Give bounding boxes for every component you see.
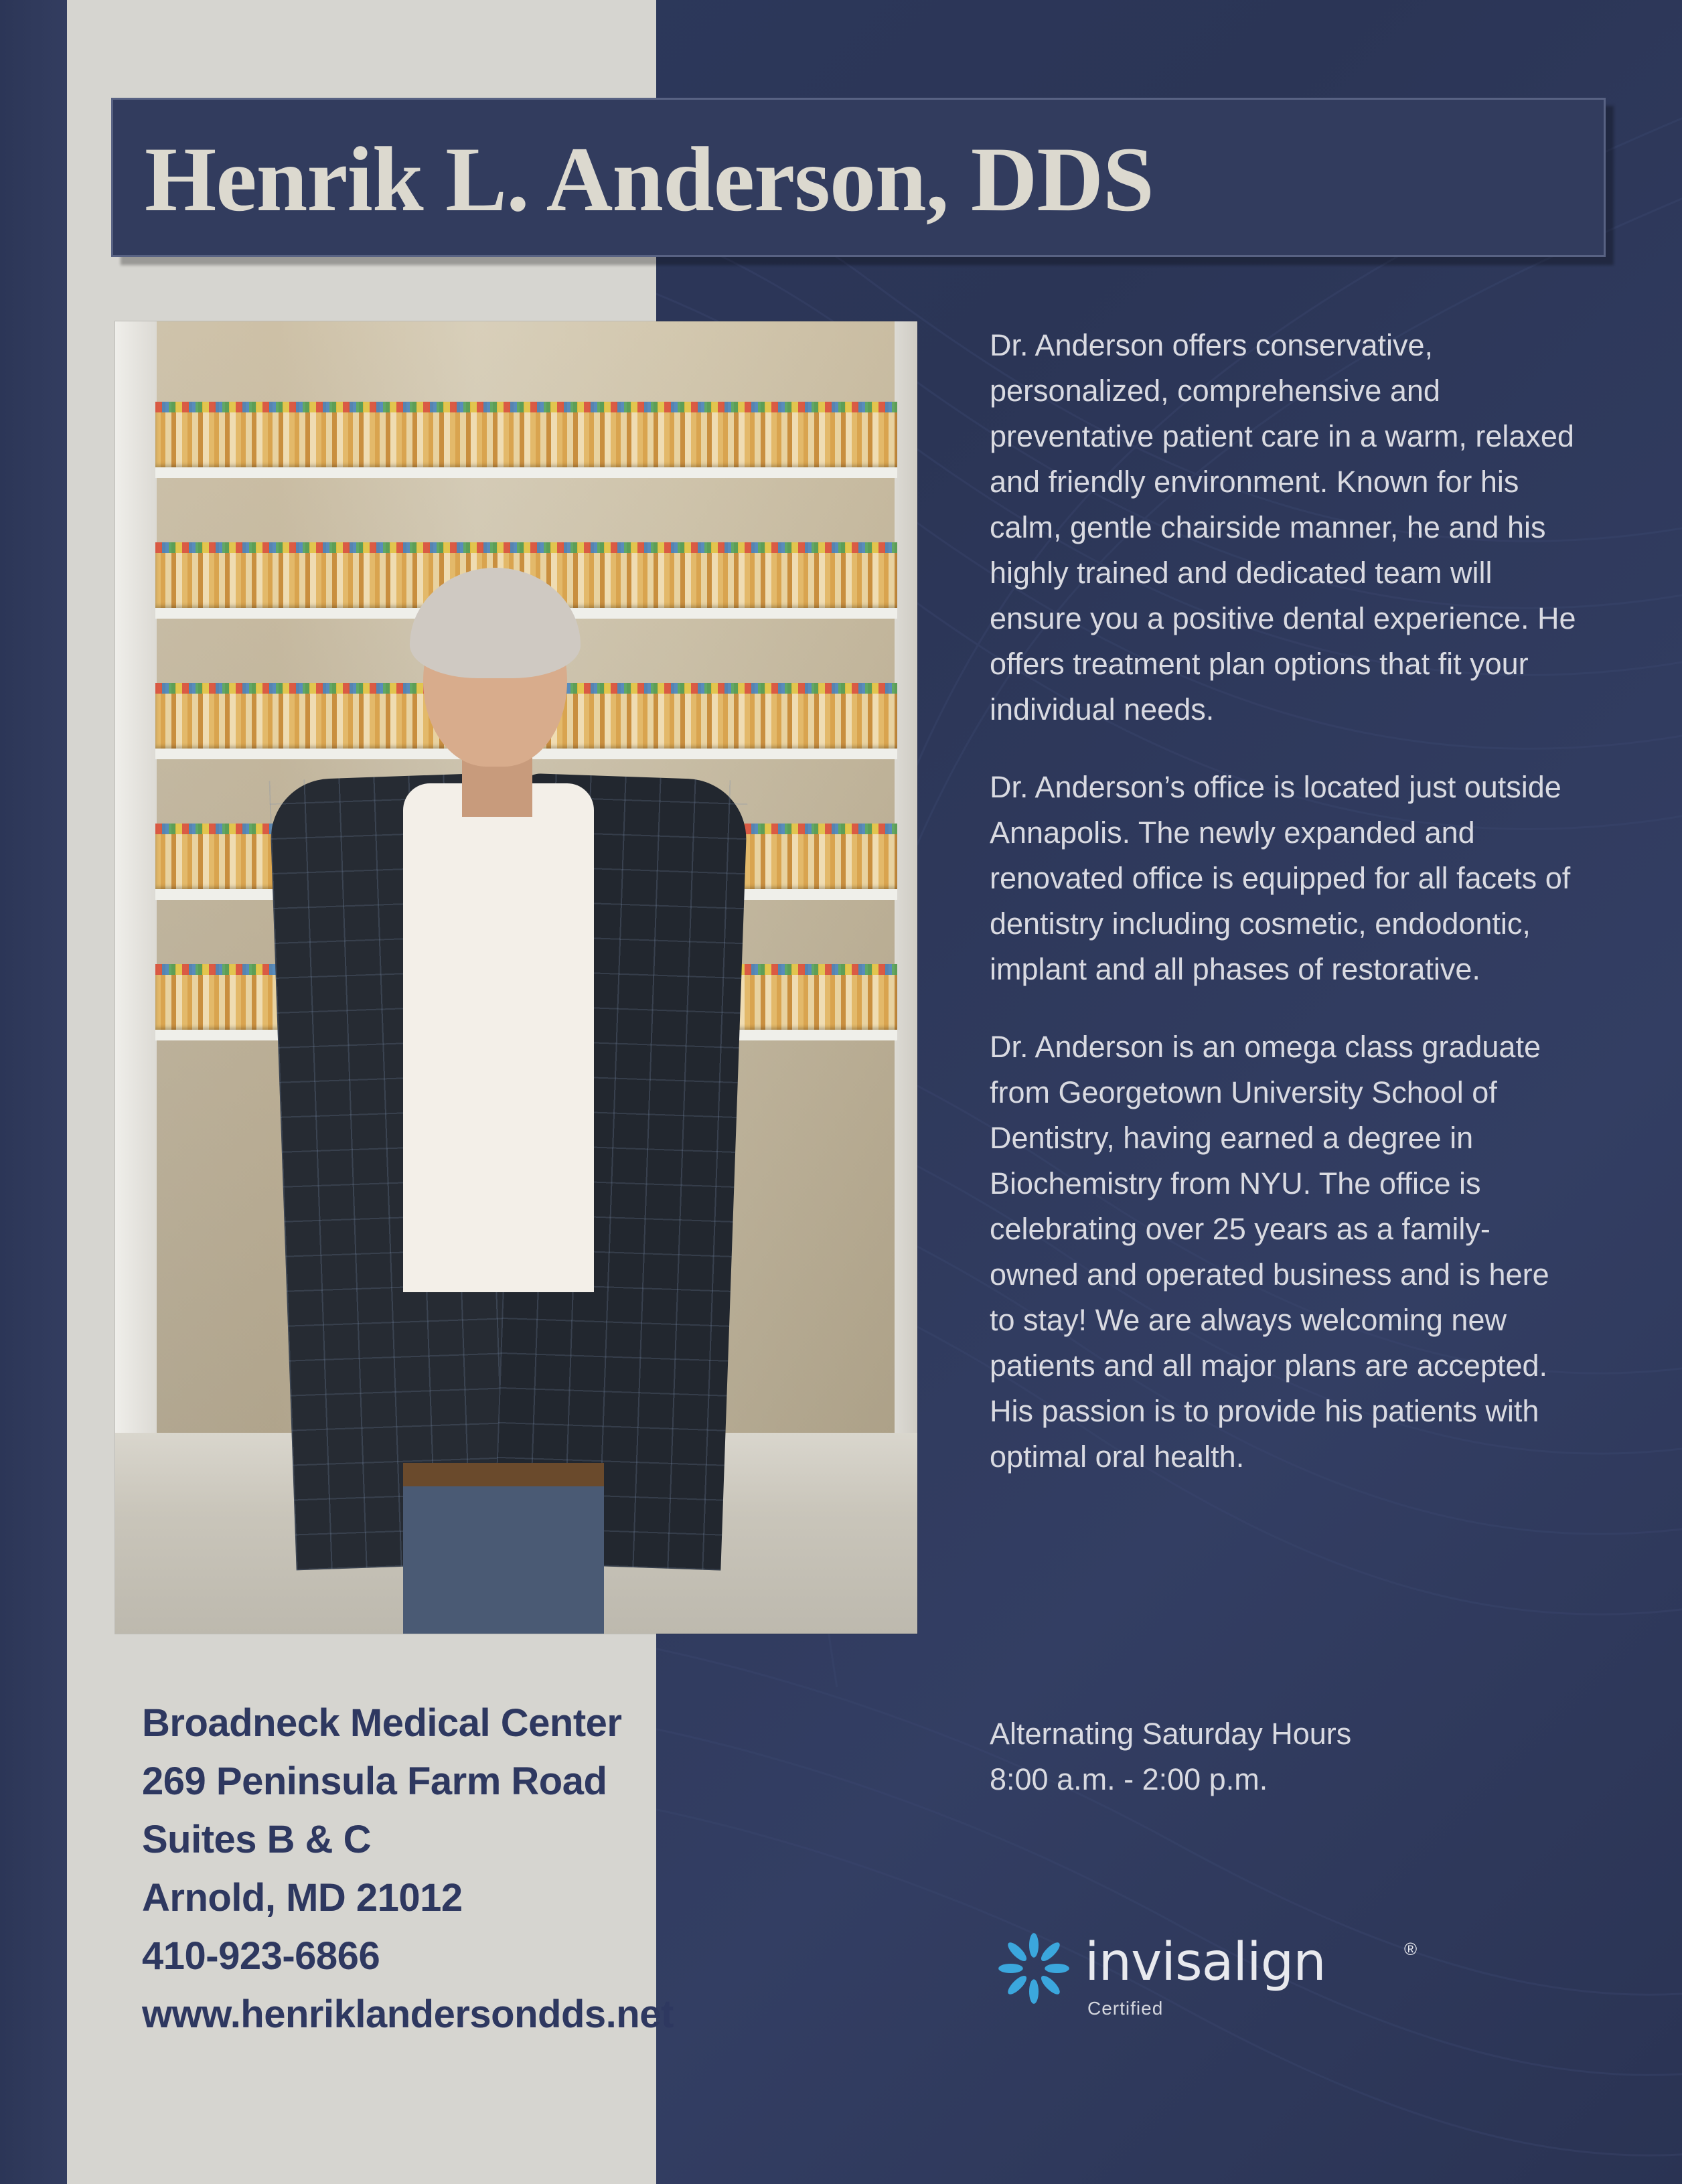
invisalign-logo — [998, 1928, 1480, 2035]
file-shelf — [155, 402, 897, 478]
belt — [403, 1463, 604, 1490]
trousers — [403, 1486, 604, 1634]
hours-time: 8:00 a.m. - 2:00 p.m. — [990, 1762, 1268, 1796]
left-edge-strip — [0, 0, 67, 2184]
phone-number[interactable]: 410-923-6866 — [142, 1934, 380, 1978]
practice-address-block — [142, 1694, 878, 2043]
bio-paragraph-3: Dr. Anderson is an omega class graduate from Georgetown University School of Dentistry, having earned a degree in Biochemistry from NYU. The office is celebrating over 25 years as a family-owned and operated business and is here to stay! We are always welcoming new patients and all major plans are accepted. His passion is to provide his patients with optimal oral health. — [990, 1030, 1549, 1474]
person-figure — [202, 529, 791, 1634]
file-tab-strip — [155, 402, 897, 412]
hours-label: Alternating Saturday Hours — [990, 1717, 1352, 1751]
dress-shirt — [403, 783, 594, 1292]
bio-paragraph-2: Dr. Anderson’s office is located just outside Annapolis. The newly expanded and renovated office is equipped for all facets of dentistry including cosmetic, endodontic, implant and all phases of restorative. — [990, 770, 1571, 986]
address-line-3: Suites B & C — [142, 1818, 372, 1861]
invisalign-wordmark: invisalign — [1085, 1932, 1326, 1993]
address-line-4: Arnold, MD 21012 — [142, 1876, 463, 1920]
invisalign-star-icon — [998, 1932, 1070, 2005]
bio-text-column — [990, 323, 1579, 1512]
website-url[interactable]: www.henriklandersondds.net — [142, 1993, 674, 2036]
page-title: Henrik L. Anderson, DDS — [145, 128, 1154, 230]
hair — [410, 568, 581, 678]
invisalign-certified-label: Certified — [1087, 1998, 1164, 2019]
address-line-1: Broadneck Medical Center — [142, 1701, 622, 1745]
photo-image — [115, 321, 917, 1634]
dentist-portrait-photo — [115, 321, 917, 1634]
office-hours-block — [990, 1711, 1592, 1802]
bio-paragraph-1: Dr. Anderson offers conservative, personalized, comprehensive and preventative patient care in a warm, relaxed and friendly environment. Known for his calm, gentle chairside manner, he and his highly trained and dedicated team will ensure you a positive dental experience. He offers treatment plan options that fit your individual needs. — [990, 328, 1576, 726]
address-line-2: 269 Peninsula Farm Road — [142, 1760, 607, 1803]
registered-trademark-symbol: ® — [1404, 1939, 1418, 1959]
